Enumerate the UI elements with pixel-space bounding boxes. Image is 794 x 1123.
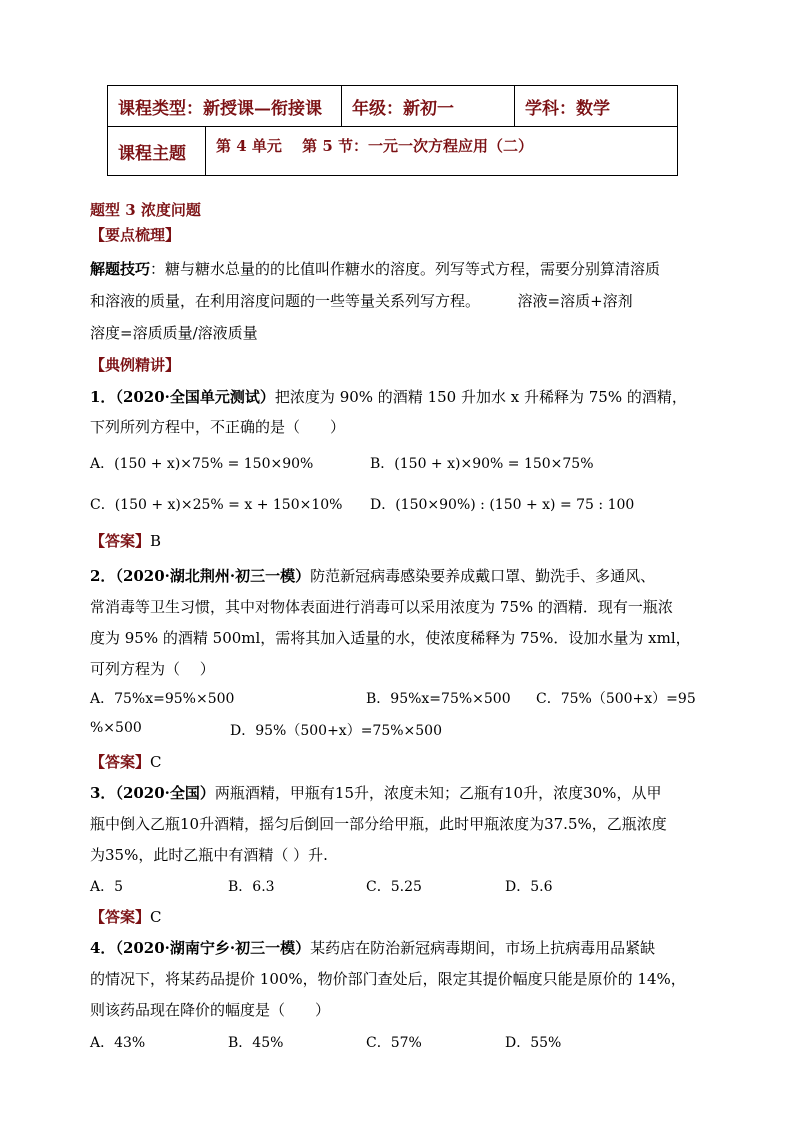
key-points-heading: 【要点梳理】 [90, 226, 181, 244]
q3-line-1: 3．（2020·全国）两瓶酒精，甲瓶有15升，浓度未知；乙瓶有10升，浓度30%，从甲 [90, 784, 662, 802]
q1-option-d: D．(150×90%) : (150 + x) = 75 : 100 [370, 497, 635, 513]
q2-option-c: C．75%（500+x）=95 [536, 691, 696, 707]
q4-line-3: 则该药品现在降价的幅度是（ ） [90, 1001, 331, 1019]
q3-line-3: 为35%，此时乙瓶中有酒精（ ）升. [90, 846, 328, 864]
q2-line-1: 2．（2020·湖北荆州·初三一模）防范新冠病毒感染要养成戴口罩、勤洗手、多通风、 [90, 567, 656, 585]
q4-line-1: 4．（2020·湖南宁乡·初三一模）某药店在防治新冠病毒期间，市场上抗病毒用品紧缺 [90, 939, 656, 957]
tip-line-1: 解题技巧：糖与糖水总量的的比值叫作糖水的溶度。列写等式方程，需要分别算清溶质 [90, 260, 661, 278]
topic-label: 课程主题 [108, 127, 206, 176]
q2-option-c-continued: %×500 [90, 720, 142, 736]
q1-option-a: A．(150 + x)×75% = 150×90% [90, 456, 314, 472]
course-header-table [107, 85, 678, 176]
q3-option-b: B．6.3 [228, 879, 275, 895]
topic-value: 第 4 单元 第 5 节：一元一次方程应用（二） [206, 127, 678, 176]
q2-line-3: 度为 95% 的酒精 500ml，需将其加入适量的水，使浓度稀释为 75%．设加水量为 xml， [90, 629, 691, 647]
q4-option-d: D．55% [505, 1035, 562, 1051]
examples-heading: 【典例精讲】 [90, 356, 181, 374]
subject: 学科：数学 [515, 86, 678, 127]
q4-option-a: A．43% [90, 1035, 146, 1051]
q1-answer: 【答案】B [90, 532, 162, 550]
q3-answer: 【答案】C [90, 908, 162, 926]
q3-option-c: C．5.25 [366, 879, 422, 895]
section-title: 题型 3 浓度问题 [90, 201, 201, 219]
q3-line-2: 瓶中倒入乙瓶10升酒精，摇匀后倒回一部分给甲瓶，此时甲瓶浓度为37.5%，乙瓶浓度 [90, 815, 667, 833]
q4-option-c: C．57% [366, 1035, 422, 1051]
grade: 年级：新初一 [342, 86, 515, 127]
q2-option-d: D．95%（500+x）=75%×500 [230, 723, 442, 739]
q2-line-4: 可列方程为（ ） [90, 660, 215, 678]
course-type: 课程类型：新授课—衔接课 [108, 86, 342, 127]
q3-option-d: D．5.6 [505, 879, 553, 895]
q1-line-2: 下列所列方程中，不正确的是（ ） [90, 418, 346, 436]
q2-line-2: 常消毒等卫生习惯，其中对物体表面进行消毒可以采用浓度为 75% 的酒精．现有一瓶浓 [90, 598, 673, 616]
tip-line-2: 和溶液的质量，在利用溶度问题的一些等量关系列写方程。 溶液=溶质+溶剂 [90, 292, 633, 310]
q4-line-2: 的情况下，将某药品提价 100%，物价部门查处后，限定其提价幅度只能是原价的 14%， [90, 970, 686, 988]
q1-line-1: 1．（2020·全国单元测试）把浓度为 90% 的酒精 150 升加水 x 升稀释为 75% 的酒精， [90, 388, 687, 406]
q4-option-b: B．45% [228, 1035, 284, 1051]
q2-answer: 【答案】C [90, 753, 162, 771]
q2-option-b: B．95%x=75%×500 [366, 691, 511, 707]
q1-option-c: C．(150 + x)×25% = x + 150×10% [90, 497, 343, 513]
q1-option-b: B．(150 + x)×90% = 150×75% [370, 456, 594, 472]
q3-option-a: A．5 [90, 879, 124, 895]
tip-line-3: 溶度=溶质质量/溶液质量 [90, 324, 258, 342]
q2-option-a: A．75%x=95%×500 [90, 691, 235, 707]
